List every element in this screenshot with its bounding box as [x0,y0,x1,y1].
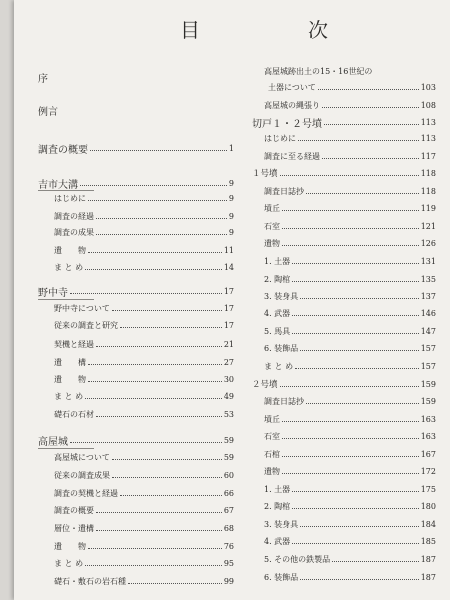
toc-leader-dots [85,398,222,399]
toc-entry [38,389,234,403]
toc-entry-page: 21 [223,339,234,349]
toc-entry-title: 従来の調査と研究 [54,320,118,330]
toc-entry [252,499,436,513]
toc-entry [252,341,436,355]
toc-entry [38,301,234,315]
toc-leader-dots [88,200,227,201]
toc-entry [38,407,234,421]
toc-entry-page: 108 [420,100,436,110]
toc-entry-title: 4. 武器 [264,536,291,546]
toc-entry-page: 11 [223,245,234,255]
toc-leader-dots [112,459,222,460]
toc-entry-page: 49 [223,391,234,401]
toc-leader-dots [88,548,222,549]
toc-entry-title: 序 [38,73,48,85]
toc-entry-page: 1 [228,143,234,153]
toc-entry-title: ま と め [54,262,84,272]
toc-entry-page: 184 [420,519,436,529]
toc-entry [38,486,234,500]
toc-entry-title: 例言 [38,106,58,118]
toc-leader-dots [282,245,419,246]
toc-entry-page: 14 [223,262,234,272]
toc-entry-title: 調査の概要 [38,144,88,156]
toc-entry-page: 9 [228,227,234,237]
toc-leader-dots [298,140,419,141]
toc-leader-dots [280,386,419,387]
toc-leader-dots [300,579,419,580]
toc-entry [252,254,436,268]
toc-entry-page: 76 [223,541,234,551]
toc-leader-dots [96,234,227,235]
toc-entry-title: 高屋城跡出土の15・16世紀の [264,66,373,76]
toc-entry-page: 159 [420,379,436,389]
toc-entry-title: 遺 物 [54,374,86,384]
toc-entry [252,570,436,584]
toc-entry-title: 6. 装飾品 [264,572,299,582]
toc-leader-dots [96,416,222,417]
toc-entry-page: 185 [420,536,436,546]
toc-entry-title: 3. 装身具 [264,519,299,529]
toc-entry [252,131,436,145]
toc-entry-title: 野中寺について [54,303,110,313]
toc-entry-page: 146 [420,308,436,318]
toc-entry-title: ２号墳 [252,380,278,390]
toc-entry-title: １号墳 [252,169,278,179]
toc-entry-title: 層位・遺構 [54,523,94,533]
toc-leader-dots [96,530,222,531]
toc-entry-page: 59 [223,452,234,462]
toc-entry-title: 野中寺 [38,287,68,299]
toc-entry-page: 172 [420,466,436,476]
toc-entry-title: 契機と経過 [54,339,94,349]
toc-entry-page: 59 [223,435,234,445]
toc-entry [252,447,436,461]
toc-entry-title: 土器について [268,82,316,92]
toc-entry-page: 147 [420,326,436,336]
toc-entry-title: 調査の契機と経過 [54,488,118,498]
toc-leader-dots [85,269,222,270]
toc-entry-page: 103 [420,82,436,92]
toc-entry-title: 石室 [264,221,280,231]
toc-leader-dots [306,193,419,194]
toc-leader-dots [280,175,419,176]
toc-entry-title: 墳丘 [264,203,280,213]
toc-entry-title: 調査の経過 [54,211,94,221]
toc-leader-dots [332,561,419,562]
toc-leader-dots [80,185,227,186]
toc-leader-dots [90,150,227,151]
page-title: 目 次 [180,18,372,42]
toc-entry-title: 礎石の石材 [54,409,94,419]
toc-entry-page: 167 [420,449,436,459]
toc-leader-dots [282,421,419,422]
toc-entry-title: 吉市大溝 [38,179,78,191]
toc-entry-page: 137 [420,291,436,301]
toc-leader-dots [292,543,419,544]
toc-entry-title: 調査の概要 [54,505,94,515]
toc-entry [38,176,234,190]
toc-entry-title: はじめに [54,193,86,203]
toc-entry [38,433,234,447]
toc-entry [252,236,436,250]
book-page [14,0,450,600]
toc-leader-dots [88,364,222,365]
toc-entry [38,284,234,298]
toc-leader-dots [322,107,419,108]
toc-leader-dots [300,350,419,351]
toc-leader-dots [88,252,222,253]
toc-entry [38,372,234,386]
toc-entry [252,306,436,320]
toc-entry [252,219,436,233]
toc-leader-dots [292,281,419,282]
toc-entry-title: 石棺 [264,449,280,459]
toc-leader-dots [85,565,222,566]
toc-entry-page: 118 [420,186,436,196]
toc-leader-dots [292,315,419,316]
toc-entry-page: 121 [420,221,436,231]
toc-entry-page: 9 [228,178,234,188]
toc-entry-title: 高屋城について [54,452,110,462]
toc-entry [38,318,234,332]
toc-entry-title: 墳丘 [264,414,280,424]
toc-entry-page: 66 [223,488,234,498]
toc-entry-title: ま と め [54,391,84,401]
toc-entry-page: 17 [223,320,234,330]
toc-entry [252,534,436,548]
toc-leader-dots [88,381,222,382]
toc-entry-page: 53 [223,409,234,419]
toc-entry [252,166,436,180]
toc-leader-dots [282,456,419,457]
toc-entry-title: 遺 構 [54,357,86,367]
toc-leader-dots [282,210,419,211]
toc-entry-page: 118 [420,168,436,178]
toc-entry [38,103,234,117]
toc-entry-page: 67 [223,505,234,515]
toc-entry-title: 調査の成果 [54,227,94,237]
toc-leader-dots [96,346,222,347]
toc-entry [38,521,234,535]
toc-entry [252,64,436,78]
toc-entry-page: 187 [420,572,436,582]
toc-entry [38,355,234,369]
toc-entry-title: 遺 物 [54,541,86,551]
toc-entry [252,517,436,531]
toc-entry [252,324,436,338]
toc-entry-page: 17 [223,303,234,313]
toc-entry-page: 9 [228,193,234,203]
toc-leader-dots [120,327,222,328]
toc-entry-page: 163 [420,431,436,441]
toc-entry-page: 117 [420,151,436,161]
toc-entry [38,337,234,351]
toc-entry-title: 遺物 [264,466,280,476]
toc-entry-page: 9 [228,211,234,221]
toc-entry [38,468,234,482]
toc-entry [252,115,436,129]
toc-leader-dots [112,477,222,478]
toc-entry [38,191,234,205]
toc-leader-dots [282,438,419,439]
toc-entry-title: 1. 土器 [264,256,291,266]
section-underline [38,299,94,300]
toc-leader-dots [292,508,419,509]
toc-entry-page: 17 [223,286,234,296]
toc-entry [38,243,234,257]
toc-entry [252,377,436,391]
toc-leader-dots [292,491,419,492]
toc-entry [252,464,436,478]
toc-leader-dots [300,526,419,527]
toc-entry-page: 30 [223,374,234,384]
toc-entry-title: 遺物 [264,238,280,248]
toc-entry-title: 6. 装飾品 [264,343,299,353]
toc-entry-page: 60 [223,470,234,480]
toc-entry [252,552,436,566]
toc-entry-page: 113 [420,117,436,127]
toc-entry-title: 切戸１・２号墳 [252,118,322,130]
toc-entry [38,225,234,239]
toc-entry-page: 180 [420,501,436,511]
toc-entry [38,70,234,84]
toc-entry [252,429,436,443]
toc-entry-title: 5. 馬具 [264,326,291,336]
toc-entry [38,539,234,553]
toc-entry-title: 5. その他の鉄製品 [264,554,331,564]
toc-entry-page: 99 [223,576,234,586]
toc-entry-title: 石室 [264,431,280,441]
toc-entry-page: 68 [223,523,234,533]
toc-entry-title: 2. 陶棺 [264,501,291,511]
toc-leader-dots [70,442,222,443]
toc-entry [38,260,234,274]
toc-entry [38,574,234,588]
toc-leader-dots [96,218,227,219]
toc-leader-dots [324,124,419,125]
toc-entry-title: 調査日誌抄 [264,396,304,406]
toc-leader-dots [322,158,419,159]
toc-entry-page: 131 [420,256,436,266]
toc-entry [252,149,436,163]
section-underline [38,190,94,191]
toc-leader-dots [292,263,419,264]
toc-entry-page: 187 [420,554,436,564]
toc-leader-dots [306,403,419,404]
toc-leader-dots [96,512,222,513]
toc-leader-dots [112,310,222,311]
toc-entry-title: 従来の調査成果 [54,470,110,480]
toc-leader-dots [292,333,419,334]
toc-entry-title: 4. 武器 [264,308,291,318]
toc-entry-title: はじめに [264,133,296,143]
section-underline [38,448,94,449]
toc-entry-title: 1. 土器 [264,484,291,494]
toc-entry [38,450,234,464]
toc-entry [38,556,234,570]
toc-entry-page: 126 [420,238,436,248]
toc-entry-title: 調査に至る経過 [264,151,320,161]
toc-leader-dots [318,89,419,90]
toc-leader-dots [282,228,419,229]
toc-entry [38,503,234,517]
toc-entry [252,98,436,112]
toc-entry-page: 135 [420,274,436,284]
toc-entry-title: ま と め [264,361,294,371]
toc-entry-page: 163 [420,414,436,424]
toc-entry [252,412,436,426]
toc-entry [252,272,436,286]
toc-leader-dots [128,583,222,584]
toc-entry-page: 113 [420,133,436,143]
toc-entry-page: 119 [420,203,436,213]
toc-entry [252,289,436,303]
toc-entry-title: 2. 陶棺 [264,274,291,284]
toc-entry-page: 175 [420,484,436,494]
toc-leader-dots [295,368,419,369]
toc-entry-title: 調査日誌抄 [264,186,304,196]
toc-entry-title: 3. 装身具 [264,291,299,301]
toc-entry [252,482,436,496]
toc-entry [252,394,436,408]
toc-entry-title: 遺 物 [54,245,86,255]
toc-leader-dots [70,293,222,294]
toc-entry [38,209,234,223]
toc-entry-page: 157 [420,361,436,371]
toc-entry-title: ま と め [54,558,84,568]
toc-leader-dots [300,298,419,299]
toc-entry-title: 礎石・敷石の岩石種 [54,576,126,586]
toc-entry [38,141,234,155]
toc-leader-dots [282,473,419,474]
toc-entry-title: 高屋城 [38,436,68,448]
toc-entry [252,359,436,373]
toc-entry-title: 高屋城の縄張り [264,100,320,110]
toc-leader-dots [120,495,222,496]
toc-entry-page: 95 [223,558,234,568]
toc-entry [252,201,436,215]
toc-entry-page: 27 [223,357,234,367]
toc-entry-page: 157 [420,343,436,353]
toc-entry-page: 159 [420,396,436,406]
toc-entry [252,80,436,94]
toc-entry [252,184,436,198]
